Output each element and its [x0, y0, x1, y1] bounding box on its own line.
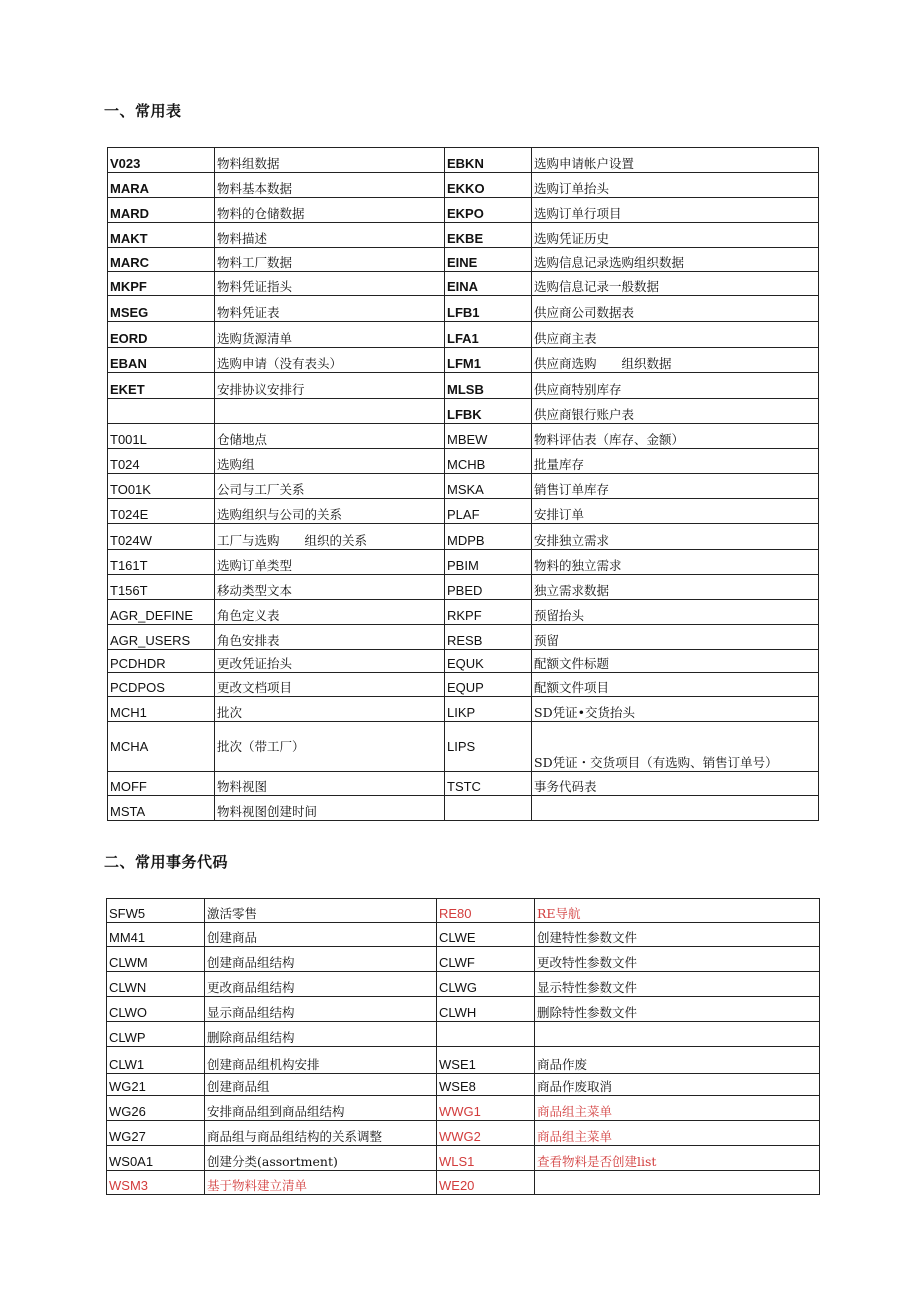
code-cell: MCHA: [108, 722, 215, 772]
description-cell: 删除特性参数文件: [535, 997, 820, 1022]
code-cell: LIKP: [445, 697, 532, 722]
code-cell: CLWG: [437, 972, 535, 997]
table-row: [108, 296, 819, 322]
table-row: [108, 348, 819, 373]
code-cell: EINA: [445, 272, 532, 296]
description-cell: 仓储地点: [215, 424, 445, 449]
transaction-codes-table: [106, 898, 820, 1195]
description-cell: 物料视图: [215, 772, 445, 796]
description-cell: 物料评估表（库存、金额）: [532, 424, 819, 449]
description-cell: 独立需求数据: [532, 575, 819, 600]
code-cell: T024E: [108, 499, 215, 524]
code-cell: EQUP: [445, 673, 532, 697]
description-cell: 工厂与选购 组织的关系: [215, 524, 445, 550]
description-cell: 安排订单: [532, 499, 819, 524]
code-cell: MSKA: [445, 474, 532, 499]
description-cell: 选购组织与公司的关系: [215, 499, 445, 524]
table-row: [108, 673, 819, 697]
table-row: [107, 923, 820, 947]
code-cell: MCHB: [445, 449, 532, 474]
description-cell: 批次（带工厂）: [215, 722, 445, 772]
description-cell: 安排商品组到商品组结构: [205, 1096, 437, 1121]
description-cell: 物料凭证指头: [215, 272, 445, 296]
description-cell: 商品组主菜单: [535, 1096, 820, 1121]
code-cell: WLS1: [437, 1146, 535, 1171]
description-cell: 预留抬头: [532, 600, 819, 625]
description-cell: 查看物料是否创建list: [535, 1146, 820, 1171]
table-row: [107, 997, 820, 1022]
code-cell: V023: [108, 148, 215, 173]
code-cell: AGR_DEFINE: [108, 600, 215, 625]
code-cell: CLWF: [437, 947, 535, 972]
description-cell: SD凭证•交货抬头: [532, 697, 819, 722]
code-cell: [437, 1022, 535, 1047]
description-cell: 更改特性参数文件: [535, 947, 820, 972]
code-cell: RE80: [437, 899, 535, 923]
section-2-title: 二、常用事务代码: [104, 853, 229, 871]
code-cell: MOFF: [108, 772, 215, 796]
table-row: [108, 600, 819, 625]
table-row: [108, 148, 819, 173]
code-cell: EKKO: [445, 173, 532, 198]
description-cell: 选购申请帐户设置: [532, 148, 819, 173]
table-row: [108, 223, 819, 248]
description-cell: 显示特性参数文件: [535, 972, 820, 997]
code-cell: WWG2: [437, 1121, 535, 1146]
description-cell: 创建商品组结构: [205, 947, 437, 972]
table-row: [108, 449, 819, 474]
code-cell: MCH1: [108, 697, 215, 722]
table-row: [108, 399, 819, 424]
table-row: [108, 722, 819, 772]
description-cell: 创建商品组机构安排: [205, 1047, 437, 1074]
code-cell: EORD: [108, 322, 215, 348]
description-cell: 配额文件项目: [532, 673, 819, 697]
description-cell: 角色定义表: [215, 600, 445, 625]
table-row: [107, 1074, 820, 1096]
table-row: [108, 550, 819, 575]
description-cell: 选购订单行项目: [532, 198, 819, 223]
code-cell: CLWM: [107, 947, 205, 972]
code-cell: MARD: [108, 198, 215, 223]
description-cell: 安排协议安排行: [215, 373, 445, 399]
code-cell: [108, 399, 215, 424]
table-row: [108, 474, 819, 499]
description-cell: 激活零售: [205, 899, 437, 923]
code-cell: LFM1: [445, 348, 532, 373]
description-cell: 创建分类(assortment): [205, 1146, 437, 1171]
description-cell: 物料描述: [215, 223, 445, 248]
description-cell: 选购组: [215, 449, 445, 474]
table-row: [107, 947, 820, 972]
code-cell: MARC: [108, 248, 215, 272]
code-cell: WG21: [107, 1074, 205, 1096]
code-cell: MARA: [108, 173, 215, 198]
description-cell: 更改商品组结构: [205, 972, 437, 997]
table-row: [107, 899, 820, 923]
table-row: [108, 575, 819, 600]
code-cell: T024W: [108, 524, 215, 550]
description-cell: 移动类型文本: [215, 575, 445, 600]
code-cell: RKPF: [445, 600, 532, 625]
description-cell: RE导航: [535, 899, 820, 923]
description-cell: 物料组数据: [215, 148, 445, 173]
code-cell: MKPF: [108, 272, 215, 296]
code-cell: PLAF: [445, 499, 532, 524]
code-cell: T024: [108, 449, 215, 474]
description-cell: 物料工厂数据: [215, 248, 445, 272]
table-row: [108, 322, 819, 348]
code-cell: LFA1: [445, 322, 532, 348]
table-row: [107, 972, 820, 997]
description-cell: 选购申请（没有表头）: [215, 348, 445, 373]
code-cell: AGR_USERS: [108, 625, 215, 650]
code-cell: EINE: [445, 248, 532, 272]
code-cell: MM41: [107, 923, 205, 947]
table-row: [108, 650, 819, 673]
description-cell: [532, 796, 819, 821]
code-cell: PBIM: [445, 550, 532, 575]
description-cell: 供应商公司数据表: [532, 296, 819, 322]
description-cell: 创建商品组: [205, 1074, 437, 1096]
description-cell: 批次: [215, 697, 445, 722]
code-cell: CLWE: [437, 923, 535, 947]
description-cell: 供应商主表: [532, 322, 819, 348]
table-row: [107, 1047, 820, 1074]
code-cell: MAKT: [108, 223, 215, 248]
code-cell: EKET: [108, 373, 215, 399]
description-cell: 创建特性参数文件: [535, 923, 820, 947]
code-cell: [445, 796, 532, 821]
code-cell: EQUK: [445, 650, 532, 673]
code-cell: WS0A1: [107, 1146, 205, 1171]
description-cell: 选购货源清单: [215, 322, 445, 348]
code-cell: PCDHDR: [108, 650, 215, 673]
table-row: [108, 198, 819, 223]
table-row: [108, 499, 819, 524]
description-cell: 销售订单库存: [532, 474, 819, 499]
table-row: [107, 1022, 820, 1047]
code-cell: CLW1: [107, 1047, 205, 1074]
description-cell: 配额文件标题: [532, 650, 819, 673]
table-row: [108, 772, 819, 796]
description-cell: SD凭证・交货项目（有选购、销售订单号）: [532, 722, 819, 772]
description-cell: 商品作废取消: [535, 1074, 820, 1096]
description-cell: 物料的独立需求: [532, 550, 819, 575]
description-cell: 删除商品组结构: [205, 1022, 437, 1047]
section-1-title: 一、常用表: [104, 102, 182, 120]
table-row: [108, 697, 819, 722]
code-cell: WE20: [437, 1171, 535, 1195]
table-row: [108, 625, 819, 650]
code-cell: SFW5: [107, 899, 205, 923]
description-cell: 供应商选购 组织数据: [532, 348, 819, 373]
description-cell: 基于物料建立清单: [205, 1171, 437, 1195]
description-cell: 物料的仓储数据: [215, 198, 445, 223]
code-cell: EBKN: [445, 148, 532, 173]
description-cell: 创建商品: [205, 923, 437, 947]
description-cell: 物料视图创建时间: [215, 796, 445, 821]
description-cell: 安排独立需求: [532, 524, 819, 550]
code-cell: MLSB: [445, 373, 532, 399]
table-row: [108, 796, 819, 821]
table-row: [107, 1171, 820, 1195]
code-cell: T156T: [108, 575, 215, 600]
common-tables-table: [107, 147, 819, 821]
code-cell: WG26: [107, 1096, 205, 1121]
code-cell: T001L: [108, 424, 215, 449]
description-cell: 更改凭证抬头: [215, 650, 445, 673]
code-cell: MSEG: [108, 296, 215, 322]
table-row: [107, 1096, 820, 1121]
description-cell: 选购信息记录选购组织数据: [532, 248, 819, 272]
table-row: [108, 524, 819, 550]
description-cell: 选购凭证历史: [532, 223, 819, 248]
code-cell: PBED: [445, 575, 532, 600]
code-cell: LFBK: [445, 399, 532, 424]
description-cell: 商品作废: [535, 1047, 820, 1074]
description-cell: 选购订单抬头: [532, 173, 819, 198]
code-cell: CLWP: [107, 1022, 205, 1047]
code-cell: CLWH: [437, 997, 535, 1022]
description-cell: 物料凭证表: [215, 296, 445, 322]
table-row: [108, 173, 819, 198]
description-cell: 选购订单类型: [215, 550, 445, 575]
code-cell: EKBE: [445, 223, 532, 248]
code-cell: EBAN: [108, 348, 215, 373]
description-cell: 供应商特别库存: [532, 373, 819, 399]
description-cell: 预留: [532, 625, 819, 650]
description-cell: [215, 399, 445, 424]
description-cell: 事务代码表: [532, 772, 819, 796]
description-cell: 商品组主菜单: [535, 1121, 820, 1146]
description-cell: 选购信息记录一般数据: [532, 272, 819, 296]
table-row: [108, 424, 819, 449]
code-cell: WSE8: [437, 1074, 535, 1096]
code-cell: CLWO: [107, 997, 205, 1022]
description-cell: 物料基本数据: [215, 173, 445, 198]
code-cell: TO01K: [108, 474, 215, 499]
description-cell: 供应商银行账户表: [532, 399, 819, 424]
code-cell: WSM3: [107, 1171, 205, 1195]
description-cell: [535, 1022, 820, 1047]
code-cell: WWG1: [437, 1096, 535, 1121]
description-cell: 商品组与商品组结构的关系调整: [205, 1121, 437, 1146]
description-cell: 公司与工厂关系: [215, 474, 445, 499]
code-cell: CLWN: [107, 972, 205, 997]
table-row: [107, 1146, 820, 1171]
code-cell: MSTA: [108, 796, 215, 821]
table-row: [108, 248, 819, 272]
description-cell: 角色安排表: [215, 625, 445, 650]
table-row: [107, 1121, 820, 1146]
description-cell: 更改文档项目: [215, 673, 445, 697]
code-cell: PCDPOS: [108, 673, 215, 697]
description-cell: [535, 1171, 820, 1195]
code-cell: WG27: [107, 1121, 205, 1146]
description-cell: 显示商品组结构: [205, 997, 437, 1022]
code-cell: MDPB: [445, 524, 532, 550]
code-cell: T161T: [108, 550, 215, 575]
code-cell: EKPO: [445, 198, 532, 223]
code-cell: TSTC: [445, 772, 532, 796]
code-cell: RESB: [445, 625, 532, 650]
code-cell: WSE1: [437, 1047, 535, 1074]
code-cell: LIPS: [445, 722, 532, 772]
table-row: [108, 373, 819, 399]
table-row: [108, 272, 819, 296]
code-cell: MBEW: [445, 424, 532, 449]
code-cell: LFB1: [445, 296, 532, 322]
description-cell: 批量库存: [532, 449, 819, 474]
